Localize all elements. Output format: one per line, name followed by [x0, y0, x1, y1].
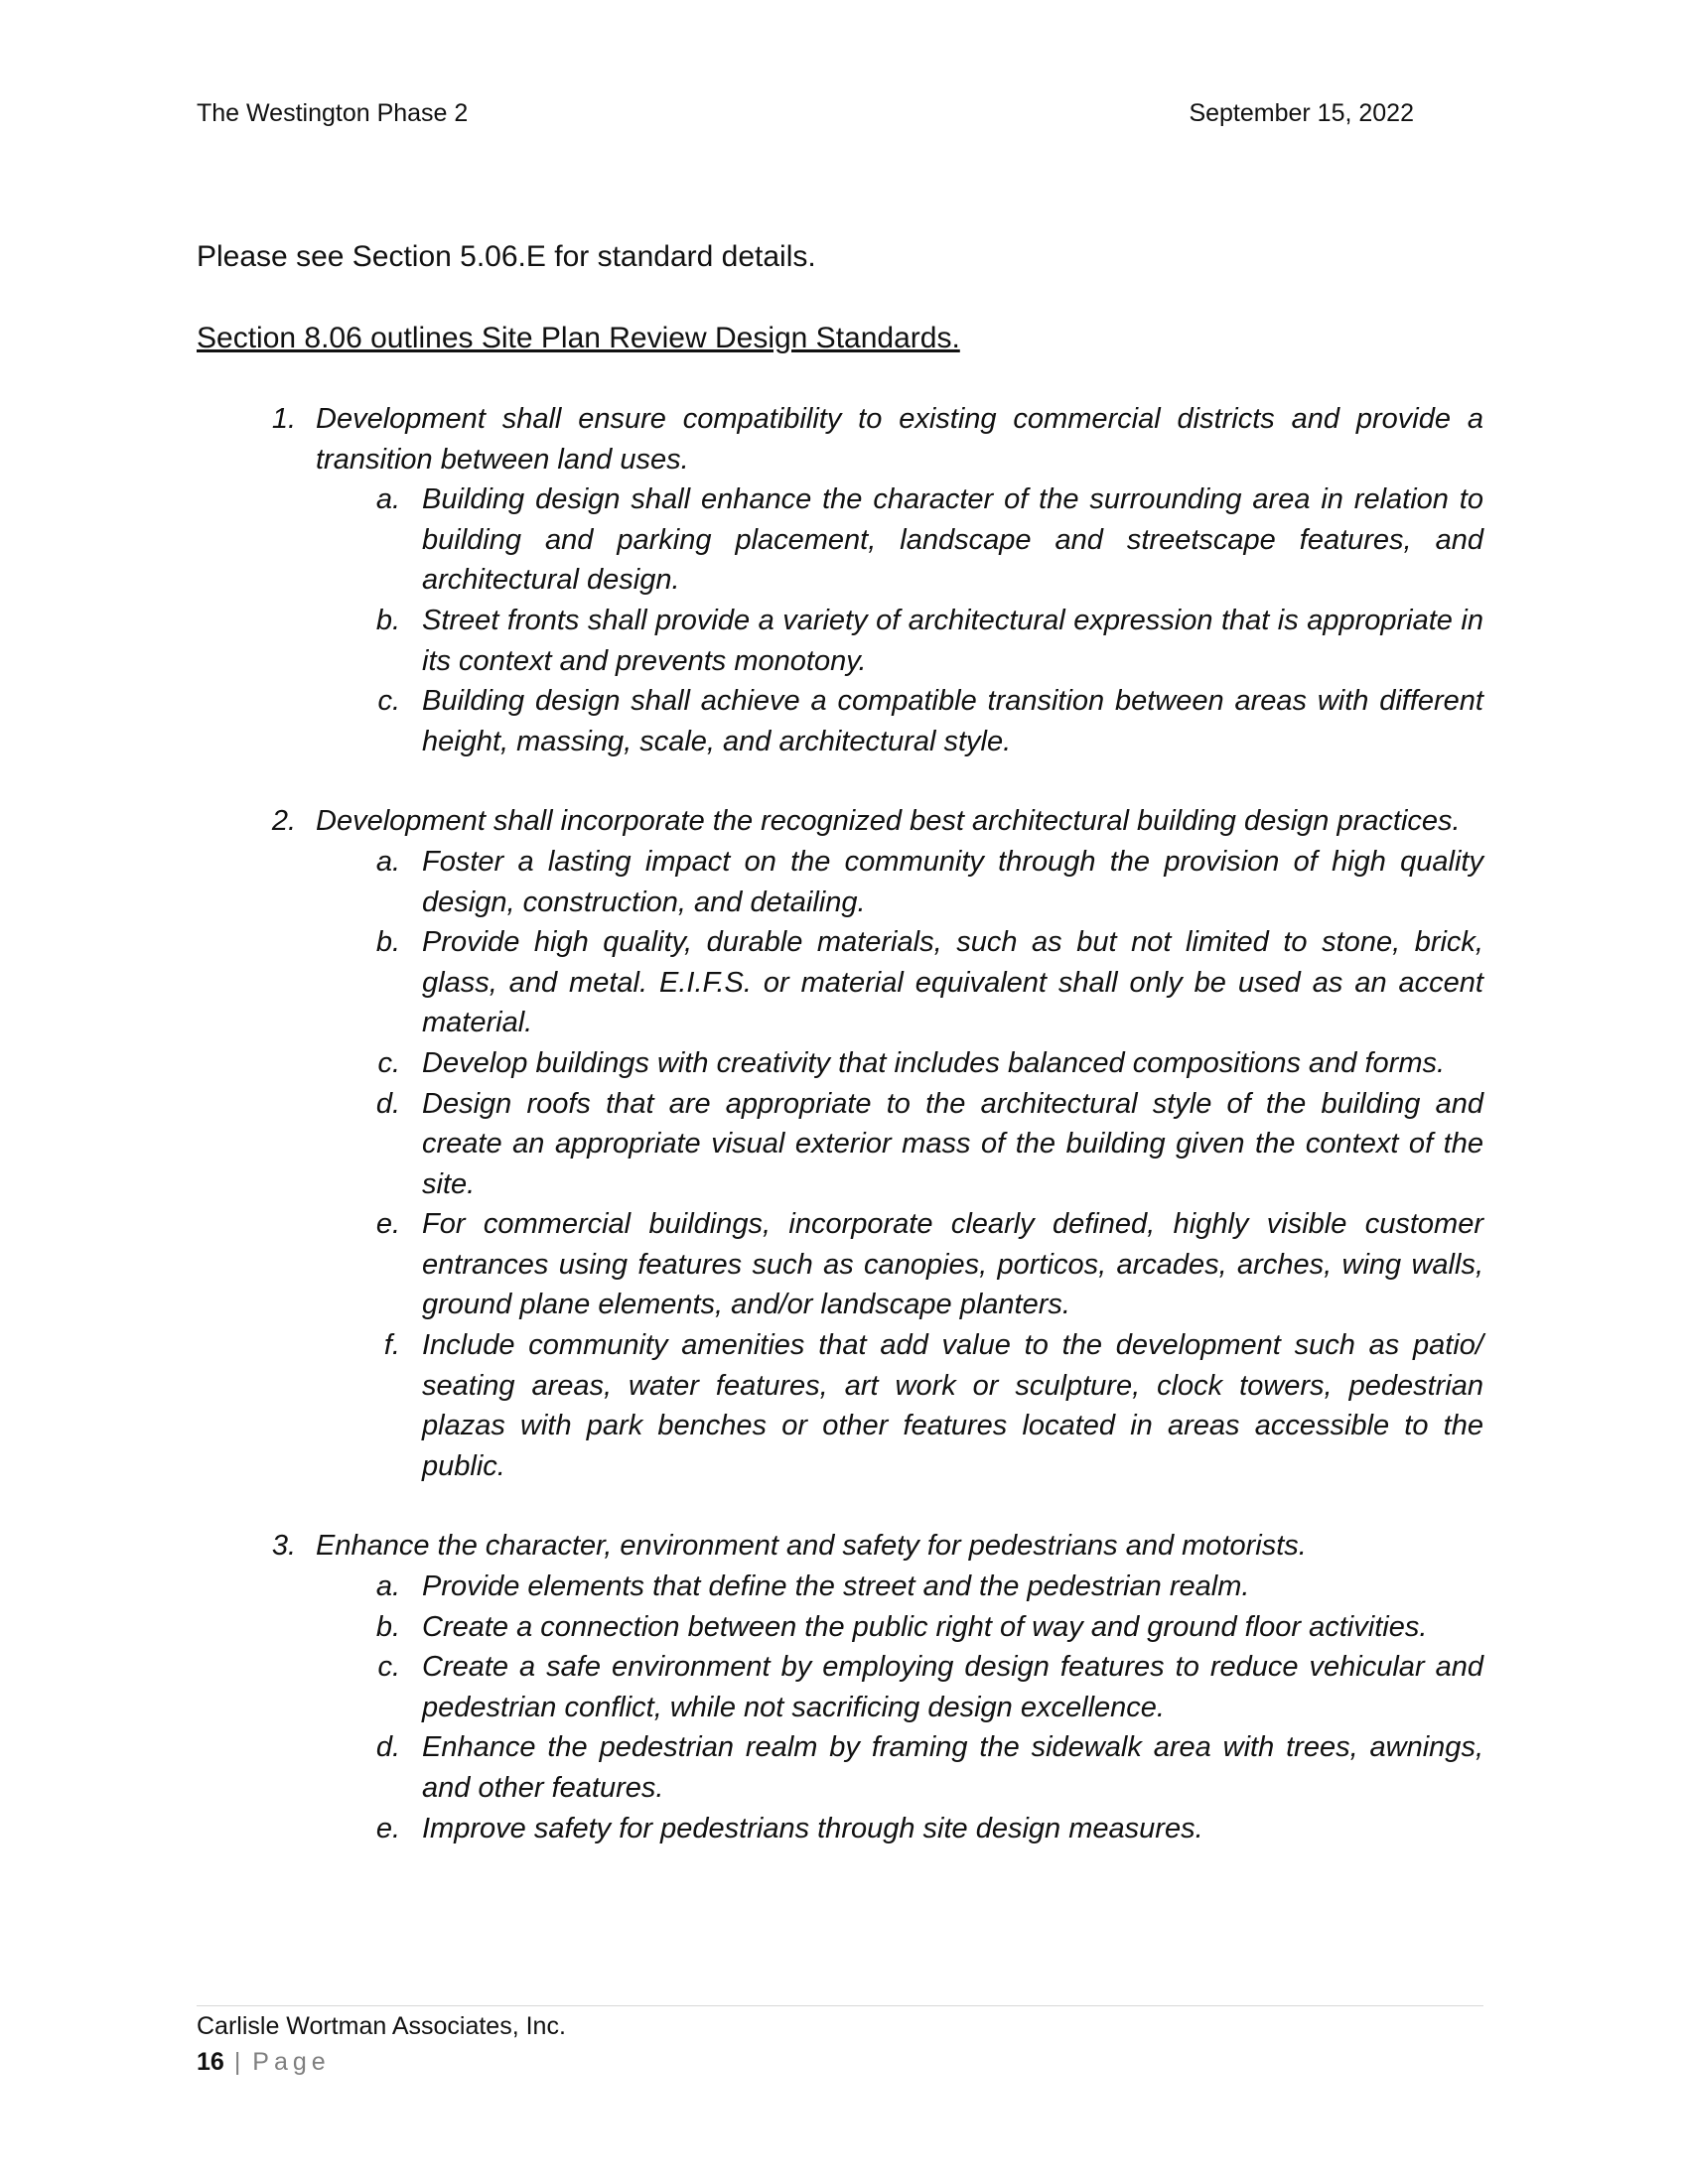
list-item-1 — [197, 399, 1483, 479]
sub-item — [197, 1607, 1483, 1648]
footer-divider — [197, 2005, 1483, 2006]
footer-company: Carlisle Wortman Associates, Inc. — [197, 2012, 566, 2040]
sub-item-text: Develop buildings with creativity that includes balanced compositions and forms. — [422, 1046, 1446, 1079]
sub-item — [197, 1084, 1483, 1205]
sub-item-text: Provide high quality, durable materials, such as but not limited to stone, brick, glass, and metal. E.I.F.S. or material equivalent shall only be used as an accent material. — [422, 926, 1483, 1039]
list-item-text: Development shall ensure compatibility to existing commercial districts and provide a transition between land uses. — [316, 403, 1483, 476]
sub-item-label: c. — [377, 1046, 400, 1079]
sub-item-text: Street fronts shall provide a variety of architectural expression that is appropriate in its context and prevents monotony. — [422, 604, 1483, 677]
sub-item-label: c. — [377, 1651, 400, 1684]
intro-paragraph: Please see Section 5.06.E for standard details. — [197, 240, 816, 273]
sub-item-text: Enhance the pedestrian realm by framing the sidewalk area with trees, awnings, and other features. — [422, 1731, 1483, 1804]
sub-item — [197, 1647, 1483, 1727]
sub-item — [197, 1325, 1483, 1486]
sub-item — [197, 601, 1483, 681]
sub-item-text: For commercial buildings, incorporate clearly defined, highly visible customer entrances using features such as canopies, porticos, arcades, arches, wing walls, ground plane elements, and/or landscape planters. — [422, 1208, 1483, 1321]
page-label: | Page — [233, 2048, 331, 2076]
list-item-3 — [197, 1526, 1483, 1567]
sub-item — [197, 1567, 1483, 1607]
sub-item-text: Create a connection between the public right of way and ground floor activities. — [422, 1610, 1428, 1643]
list-item-2 — [197, 801, 1483, 842]
list-item-number: 3. — [271, 1530, 296, 1563]
sub-item — [197, 1204, 1483, 1325]
sub-item-text: Foster a lasting impact on the community through the provision of high quality design, construction, and detailing. — [422, 845, 1483, 918]
sub-item-label: a. — [375, 483, 400, 516]
sub-item-text: Building design shall achieve a compatible transition between areas with different height, massing, scale, and architectural style. — [422, 685, 1483, 757]
header-date: September 15, 2022 — [1189, 99, 1414, 127]
sub-item-text: Create a safe environment by employing design features to reduce vehicular and pedestrian conflict, while not sacrificing design excellence. — [422, 1651, 1483, 1723]
list-item-text: Enhance the character, environment and safety for pedestrians and motorists. — [316, 1530, 1307, 1563]
list-item-text: Development shall incorporate the recognized best architectural building design practices. — [316, 805, 1461, 838]
page-label-text: Page — [252, 2048, 331, 2076]
sub-item-text: Improve safety for pedestrians through site design measures. — [422, 1812, 1203, 1844]
sub-item-text: Design roofs that are appropriate to the architectural style of the building and create an appropriate visual exterior mass of the building given the context of the site. — [422, 1087, 1483, 1200]
sub-item-label: c. — [377, 685, 400, 718]
list-item-number: 2. — [271, 805, 296, 838]
sub-item-label: f. — [383, 1329, 400, 1362]
sub-item-text: Building design shall enhance the character of the surrounding area in relation to building and parking placement, landscape and streetscape features, and architectural design. — [422, 483, 1483, 597]
sub-item — [197, 681, 1483, 761]
sub-item-label: b. — [375, 1610, 400, 1643]
header-project-title: The Westington Phase 2 — [197, 99, 469, 127]
sub-item-label: e. — [375, 1208, 400, 1241]
page-number — [197, 2048, 331, 2077]
sub-item — [197, 922, 1483, 1043]
sub-item-label: a. — [375, 1570, 400, 1603]
sub-item-text: Provide elements that define the street and the pedestrian realm. — [422, 1570, 1250, 1603]
sub-item — [197, 842, 1483, 922]
sub-item-label: b. — [375, 604, 400, 636]
section-heading: Section 8.06 outlines Site Plan Review Design Standards. — [197, 322, 960, 354]
sub-item — [197, 1727, 1483, 1808]
sub-item-label: b. — [375, 926, 400, 959]
sub-item-text: Include community amenities that add value to the development such as patio/ seating areas, water features, art work or sculpture, clock towers, pedestrian plazas with park benches or other features located in areas accessible to the public. — [422, 1329, 1483, 1482]
sub-item — [197, 479, 1483, 601]
sub-item-label: d. — [375, 1731, 400, 1764]
standards-list — [197, 399, 1483, 1848]
page-number-value: 16 — [197, 2048, 224, 2076]
sub-item-label: a. — [375, 845, 400, 878]
list-item-number: 1. — [271, 403, 296, 435]
sub-item — [197, 1809, 1483, 1849]
sub-item-label: d. — [375, 1087, 400, 1120]
sub-item-label: e. — [375, 1812, 400, 1844]
sub-item — [197, 1043, 1483, 1084]
